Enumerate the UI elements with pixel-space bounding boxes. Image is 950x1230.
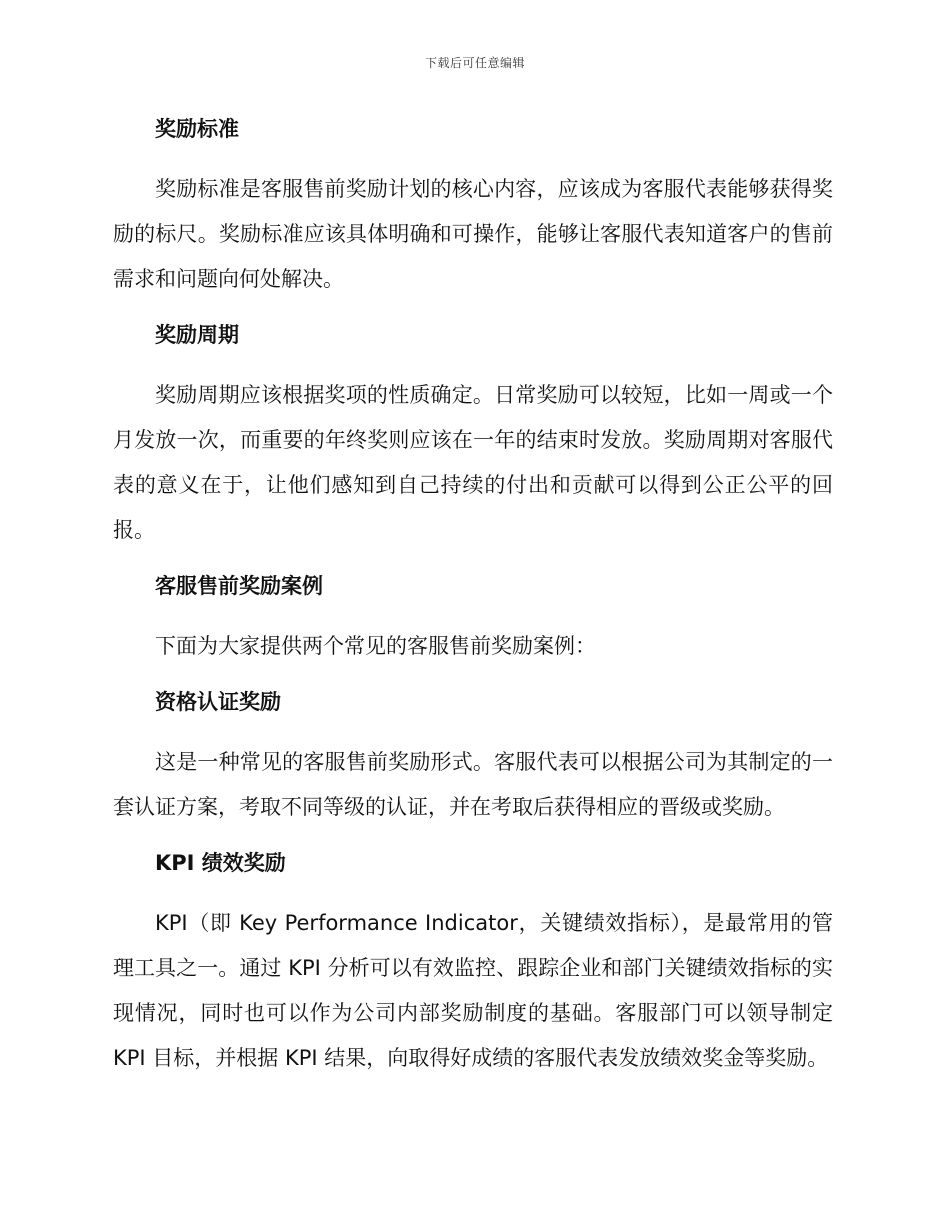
paragraph-reward-cases: 下面为大家提供两个常见的客服售前奖励案例： [155,634,596,658]
paragraph-reward-standard: 奖励标准是客服售前奖励计划的核心内容，应该成为客服代表能够获得奖励的标尺。奖励标准应该具体明确和可操作，能够让客服代表知道客户的售前需求和问题向何处解决。 [113,177,833,291]
section-heading-certification-reward: 资格认证奖励 [155,690,281,714]
section-heading-reward-standard: 奖励标准 [155,117,239,141]
section-heading-reward-period: 奖励周期 [155,323,239,347]
document-body [113,108,833,1093]
section-heading-kpi-reward: KPI 绩效奖励 [155,851,286,875]
section-heading-reward-cases: 客服售前奖励案例 [155,574,323,598]
page-header-note: 下载后可任意编辑 [424,56,525,70]
paragraph-kpi-reward: KPI（即 Key Performance Indicator，关键绩效指标），是最常用的管理工具之一。通过 KPI 分析可以有效监控、跟踪企业和部门关键绩效指标的实现情况，同时也可以作为公司内部奖励制度的基础。客服部门可以领导制定 KPI 目标，并根据 KPI 结果，向取得好成绩的客服代表发放绩效奖金等奖励。 [113,911,833,1070]
paragraph-reward-period: 奖励周期应该根据奖项的性质确定。日常奖励可以较短，比如一周或一个月发放一次，而重要的年终奖则应该在一年的结束时发放。奖励周期对客服代表的意义在于，让他们感知到自己持续的付出和贡献可以得到公正公平的回报。 [113,383,833,542]
paragraph-certification-reward: 这是一种常见的客服售前奖励形式。客服代表可以根据公司为其制定的一套认证方案，考取不同等级的认证，并在考取后获得相应的晋级或奖励。 [113,750,833,819]
